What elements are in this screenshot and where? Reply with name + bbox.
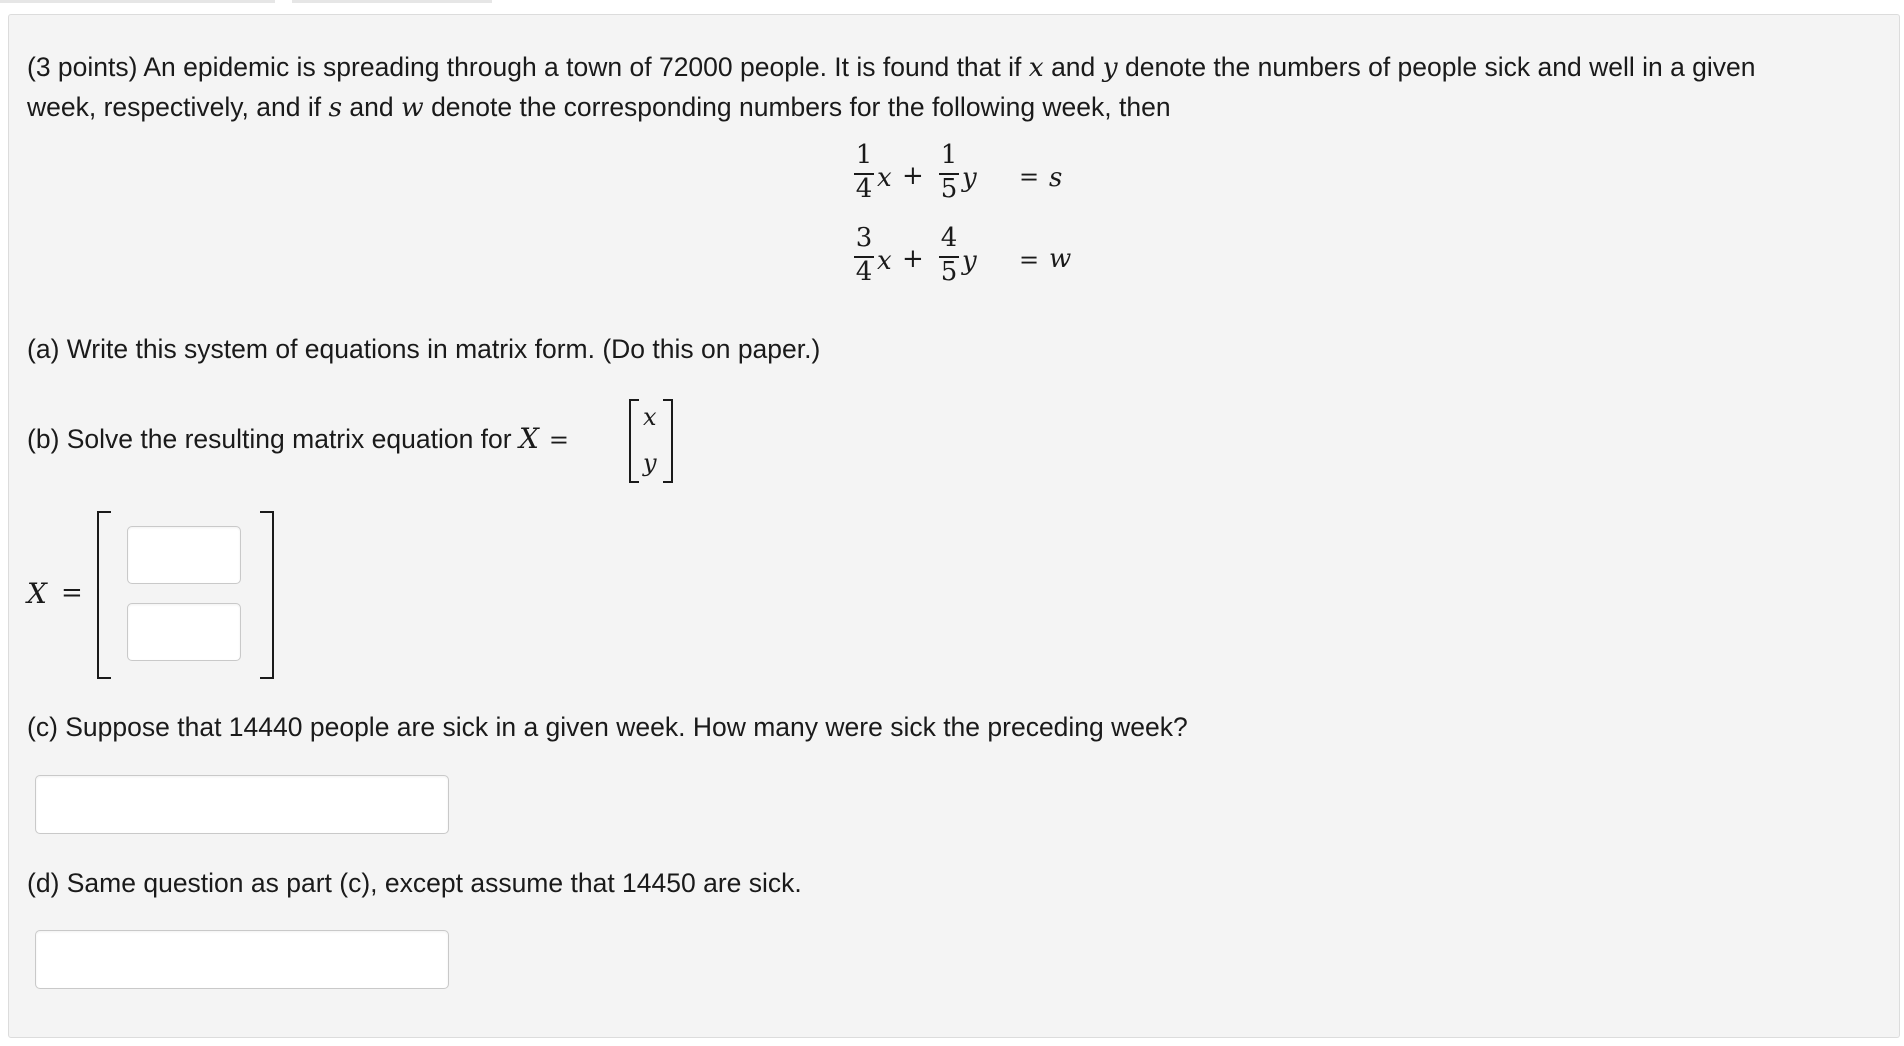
var-s: s	[1049, 163, 1063, 193]
part-d-text: (d) Same question as part (c), except assume that 14450 are sick.	[27, 868, 802, 898]
part-b-text: (b) Solve the resulting matrix equation for X =	[27, 422, 570, 455]
answer-y-field[interactable]	[128, 604, 240, 660]
var-x: x	[877, 246, 892, 276]
var-y: y	[962, 246, 977, 276]
part-d-input[interactable]	[35, 930, 449, 989]
plus-sign: +	[902, 161, 924, 191]
equals-sign: =	[1019, 246, 1040, 274]
var-w: w	[1049, 244, 1072, 274]
right-bracket	[260, 511, 274, 679]
part-c-field[interactable]	[36, 776, 448, 833]
tab-left[interactable]	[0, 0, 275, 3]
answer-x-field[interactable]	[128, 527, 240, 583]
right-bracket	[663, 399, 673, 483]
problem-panel	[8, 14, 1900, 1038]
part-a-text: (a) Write this system of equations in matrix form. (Do this on paper.)	[27, 334, 821, 364]
part-c-text: (c) Suppose that 14440 people are sick in a given week. How many were sick the preceding week?	[27, 712, 1188, 742]
answer-X-label: X	[27, 577, 47, 610]
answer-equals: =	[61, 578, 83, 608]
answer-y-input[interactable]	[127, 603, 241, 661]
part-d-field[interactable]	[36, 931, 448, 988]
var-y: y	[962, 163, 977, 193]
top-tab-strip	[0, 0, 1904, 12]
tab-right[interactable]	[292, 0, 492, 3]
vec-x: x	[643, 403, 657, 431]
left-bracket	[97, 511, 111, 679]
vec-y: y	[643, 449, 657, 477]
plus-sign: +	[902, 244, 924, 274]
problem-intro-line-2: week, respectively, and if s and w denote the corresponding numbers for the following week, then	[27, 92, 1171, 123]
equals-sign: =	[1019, 163, 1040, 191]
part-c-input[interactable]	[35, 775, 449, 834]
problem-intro-line-1: (3 points) An epidemic is spreading through a town of 72000 people. It is found that if x and y denote the numbers of people sick and well in a given	[27, 52, 1756, 83]
var-x: x	[877, 163, 892, 193]
equation-system: 1 4 x + 1 5 y = s 3 4 x + 4 5 y = w	[855, 140, 1072, 287]
left-bracket	[629, 399, 639, 483]
answer-x-input[interactable]	[127, 526, 241, 584]
